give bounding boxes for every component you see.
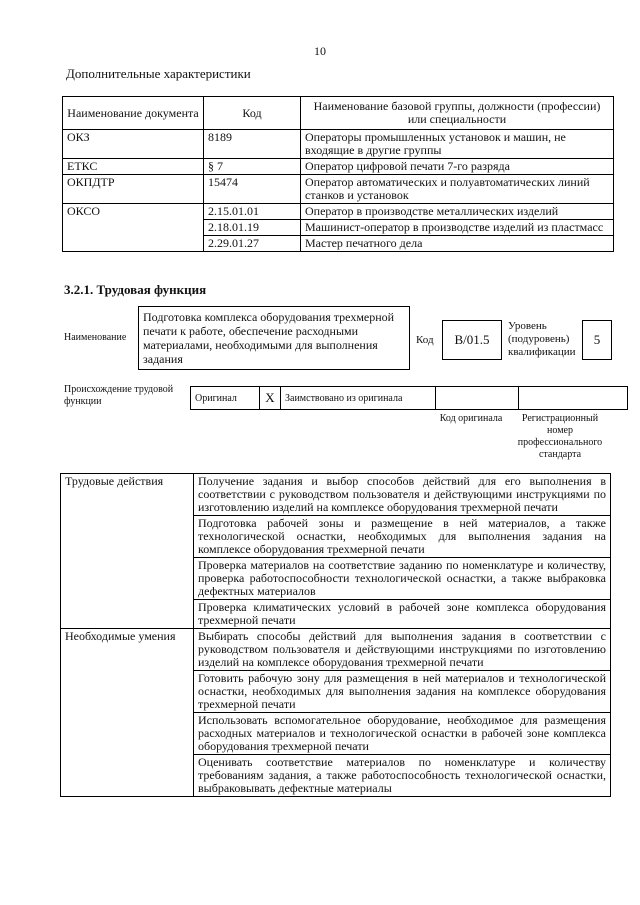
name-cell: Оператор цифровой печати 7-го разряда <box>301 159 614 175</box>
list-item: Использовать вспомогательное оборудование, необходимое для размещения расходных материалов и технологической оснастки в рабочей зоне комплекса оборудования трехмерной печати <box>194 713 611 755</box>
function-name: Подготовка комплекса оборудования трехмерной печати к работе, обеспечение расходными материалами, необходимыми для выполнения задания <box>138 306 410 370</box>
qualification-level: 5 <box>582 320 612 360</box>
actions-label: Трудовые действия <box>61 474 194 629</box>
table-row <box>61 474 611 516</box>
name-cell: Оператор в производстве металлических изделий <box>301 204 614 220</box>
list-item: Выбирать способы действий для выполнения задания в соответствии с руководством пользователя и действующими инструкциями по изготовлению изделий на комплексе оборудования трехмерной печати <box>194 629 611 671</box>
reg-number-note: Регистрационный номер профессионального стандарта <box>517 413 603 460</box>
table-row <box>61 629 611 671</box>
header-name: Наименование базовой группы, должности (профессии) или специальности <box>301 97 614 130</box>
name-cell: Операторы промышленных установок и машин, не входящие в другие группы <box>301 130 614 159</box>
origin-code-cell <box>436 387 519 410</box>
origin-borrowed: Заимствовано из оригинала <box>281 387 436 410</box>
list-item: Подготовка рабочей зоны и размещение в ней материалов, а также технологической оснастки, необходимых для выполнения задания на комплексе оборудования трехмерной печати <box>194 516 611 558</box>
table-row <box>63 175 614 204</box>
characteristics-table <box>62 96 614 252</box>
skills-label: Необходимые умения <box>61 629 194 797</box>
page-number: 10 <box>314 44 326 58</box>
code-original-note: Код оригинала <box>439 413 503 424</box>
code-cell: 8189 <box>204 130 301 159</box>
code-cell: § 7 <box>204 159 301 175</box>
origin-mark: X <box>260 387 281 410</box>
doc-cell: ОКЗ <box>63 130 204 159</box>
list-item: Оценивать соответствие материалов по номенклатуре и количеству требованиям задания, а также работоспособность технологической оснастки, выбраковывать дефектные материалы <box>194 755 611 797</box>
level-label: Уровень (подуровень) квалификации <box>508 320 576 358</box>
origin-label: Происхождение трудовой функции <box>64 384 174 407</box>
list-item: Получение задания и выбор способов действий для его выполнения в соответствии с руководством пользователя и действующими инструкциями по изготовлению изделий на комплексе оборудования трехмерной печати <box>194 474 611 516</box>
doc-cell: ОКПДТР <box>63 175 204 204</box>
doc-cell: ЕТКС <box>63 159 204 175</box>
code-cell: 2.29.01.27 <box>204 236 301 252</box>
table-row <box>63 130 614 159</box>
table-header-row <box>63 97 614 130</box>
origin-original: Оригинал <box>191 387 260 410</box>
table-row <box>63 204 614 220</box>
header-code: Код <box>204 97 301 130</box>
table-row <box>63 159 614 175</box>
list-item: Проверка климатических условий в рабочей зоне комплекса оборудования трехмерной печати <box>194 600 611 629</box>
section-title: Дополнительные характеристики <box>66 66 251 81</box>
function-code: B/01.5 <box>442 320 502 360</box>
actions-table <box>60 473 611 797</box>
name-cell: Машинист-оператор в производстве изделий из пластмасс <box>301 220 614 236</box>
function-name-label: Наименование <box>64 332 127 343</box>
origin-table <box>190 386 628 410</box>
origin-reg-cell <box>519 387 628 410</box>
doc-cell: ОКСО <box>63 204 204 252</box>
code-cell: 15474 <box>204 175 301 204</box>
name-cell: Мастер печатного дела <box>301 236 614 252</box>
list-item: Готовить рабочую зону для размещения в ней материалов и технологической оснастки, необходимых для выполнения задания на комплексе оборудования трехмерной печати <box>194 671 611 713</box>
list-item: Проверка материалов на соответствие заданию по номенклатуре и количеству, проверка работоспособности технологической оснастки, а также выбраковка дефектных материалов <box>194 558 611 600</box>
code-cell: 2.15.01.01 <box>204 204 301 220</box>
name-cell: Оператор автоматических и полуавтоматических линий станков и установок <box>301 175 614 204</box>
header-document: Наименование документа <box>63 97 204 130</box>
function-title: 3.2.1. Трудовая функция <box>64 282 207 297</box>
code-label: Код <box>416 334 434 346</box>
code-cell: 2.18.01.19 <box>204 220 301 236</box>
